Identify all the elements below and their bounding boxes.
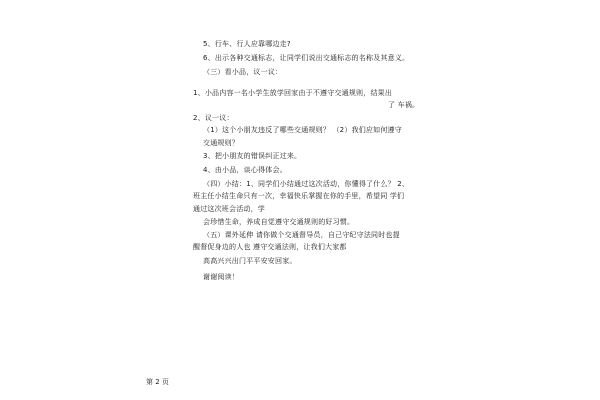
text-line: 醒督促身边的人也 遵守交通法则，让我们大家都: [193, 243, 347, 251]
text-line: 4、由小品，谈心得体会。: [203, 166, 287, 174]
text-line: （1）这个小朋友违反了哪些交通规则？ （2）我们应如何遵守: [203, 126, 402, 134]
text-line: （四）小结：1、同学们小结通过这次活动，你懂得了什么？ 2、: [203, 180, 410, 188]
text-line: 3、把小朋友的错误纠正过来。: [203, 152, 302, 160]
text-line: 了 车祸。: [388, 101, 420, 109]
text-line: 2、议一议：: [193, 114, 234, 122]
text-line: 交通规则？: [203, 139, 239, 147]
text-line: 会珍惜生命，养成自觉遵守交通规则的好习惯。: [203, 218, 355, 226]
text-line: 通过这次班会活动，学: [193, 205, 265, 213]
text-line: 班主任小结生命只有一次，幸福快乐掌握在你的手里，希望同 学们: [193, 192, 405, 200]
text-line: 高高兴兴出门平平安安回家。: [203, 257, 297, 265]
text-line: 谢谢阅读！: [203, 273, 239, 281]
text-line: 1、小品内容一名小学生放学回家由于不遵守交通规则，结果出: [193, 89, 393, 97]
page-number: 第 2 页: [146, 378, 169, 386]
text-line: （五）课外延伸 请你做个交通督导员，自己守纪守法同时也提: [203, 231, 400, 239]
text-line: 5、行车、行人应靠哪边走?: [203, 40, 291, 48]
text-line: （三）看小品，议一议：: [203, 68, 283, 76]
text-line: 6、出示各种交通标志，让同学们说出交通标志的名称及其意义。: [203, 54, 410, 62]
